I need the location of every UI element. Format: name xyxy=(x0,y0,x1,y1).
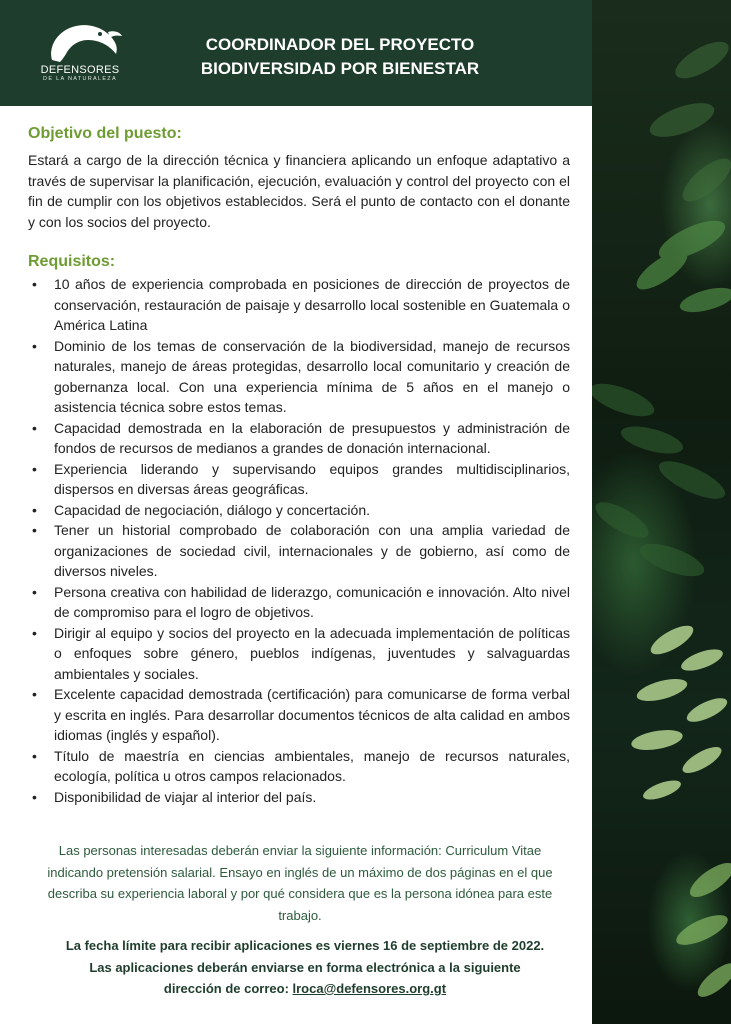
logo xyxy=(38,20,122,86)
bullet-icon: • xyxy=(32,460,37,477)
list-item xyxy=(28,787,570,808)
requisitos-section xyxy=(28,252,570,807)
bullet-icon: • xyxy=(32,337,37,354)
list-item-text: Título de maestría en ciencias ambientales, manejo de recursos naturales, ecología, política u otros campos relacionados. xyxy=(54,747,570,784)
list-item xyxy=(28,274,570,336)
title-line-1: COORDINADOR DEL PROYECTO xyxy=(205,35,475,54)
list-item xyxy=(28,459,570,500)
objetivo-heading: Objetivo del puesto: xyxy=(28,125,182,142)
bullet-icon: • xyxy=(32,276,37,292)
list-item-text: Excelente capacidad demostrada (certificación) para comunicarse de forma verbal y escrita en inglés. Para desarrollar documentos técnicos de alta calidad en ambos idiomas (inglés y español). xyxy=(54,686,570,743)
list-item xyxy=(28,746,570,787)
application-note: Las personas interesadas deberán enviar la siguiente información: Curriculum Vitae indicando pretensión salarial. Ensayo en inglés de un máximo de dos páginas en el que describa su experiencia laboral y por qué considera que es la persona idónea para este trabajo. xyxy=(47,843,553,923)
list-item-text: Experiencia liderando y supervisando equipos grandes multidisciplinarios, dispersos en diversas áreas geográficas. xyxy=(54,460,570,497)
bullet-icon: • xyxy=(32,624,37,641)
list-item-text: Dirigir al equipo y socios del proyecto en la adecuada implementación de políticas o enfoques sobre género, pueblos indígenas, juventudes y salvaguardas ambientales y sociales. xyxy=(54,624,570,682)
bullet-icon: • xyxy=(32,419,37,436)
deadline-line-1: La fecha límite para recibir aplicaciones es viernes 16 de septiembre de 2022. xyxy=(65,938,545,953)
logo-subtitle: DE LA NATURALEZA xyxy=(43,76,117,82)
list-item-text: Persona creativa con habilidad de liderazgo, comunicación e innovación. Alto nivel de compromiso para el logro de objetivos. xyxy=(54,583,570,620)
requisitos-heading: Requisitos: xyxy=(28,253,116,270)
list-item-text: Dominio de los temas de conservación de la biodiversidad, manejo de recursos naturales, manejo de áreas protegidas, desarrollo local comunitario y creación de gobernanza local. Con una experiencia mínima de 5 años en el manejo o asistencia técnica sobre estos temas. xyxy=(54,337,570,415)
bullet-icon: • xyxy=(32,747,37,764)
deadline-line-3-prefix: dirección de correo: xyxy=(163,981,293,996)
bullet-icon: • xyxy=(32,686,37,702)
requisitos-list xyxy=(28,274,570,807)
list-item-text: Capacidad de negociación, diálogo y concertación. xyxy=(54,501,370,518)
logo-name: DEFENSORES xyxy=(40,64,120,76)
page-title xyxy=(150,33,530,81)
list-item xyxy=(28,582,570,623)
bullet-icon: • xyxy=(32,501,37,518)
objetivo-section xyxy=(28,124,570,232)
list-item-text: 10 años de experiencia comprobada en posiciones de dirección de proyectos de conservación, restauración de paisaje y desarrollo local sostenible en Guatemala o América Latina xyxy=(54,276,570,333)
bird-logo-icon xyxy=(38,20,122,64)
deadline-block xyxy=(30,935,580,1000)
list-item-text: Disponibilidad de viajar al interior del país. xyxy=(54,788,317,805)
list-item xyxy=(28,336,570,418)
bullet-icon: • xyxy=(32,522,37,538)
bullet-icon: • xyxy=(32,788,37,805)
list-item xyxy=(28,684,570,746)
list-item xyxy=(28,623,570,685)
list-item xyxy=(28,520,570,582)
list-item xyxy=(28,418,570,459)
main-content xyxy=(28,124,570,807)
title-line-2: BIODIVERSIDAD POR BIENESTAR xyxy=(200,59,480,78)
fern-photo-panel xyxy=(592,0,731,1024)
header-banner xyxy=(0,0,592,106)
fern-leaves-image xyxy=(592,0,731,1024)
email-link[interactable]: lroca@defensores.org.gt xyxy=(292,981,447,996)
deadline-line-2: Las aplicaciones deberán enviarse en forma electrónica a la siguiente xyxy=(89,959,521,975)
list-item xyxy=(28,500,570,521)
list-item-text: Tener un historial comprobado de colaboración con una amplia variedad de organizaciones de sociedad civil, internacionales y de gobierno, así como de diversos niveles. xyxy=(54,522,570,579)
bullet-icon: • xyxy=(32,583,37,600)
objetivo-text: Estará a cargo de la dirección técnica y financiera aplicando un enfoque adaptativo a través de supervisar la planificación, ejecución, evaluación y control del proyecto con el fin de cumplir con los objetivos establecidos. Será el punto de contacto con el donante y con los socios del proyecto. xyxy=(28,152,570,230)
list-item-text: Capacidad demostrada en la elaboración de presupuestos y administración de fondos de recursos de medianos a grandes de donación internacional. xyxy=(54,419,570,456)
